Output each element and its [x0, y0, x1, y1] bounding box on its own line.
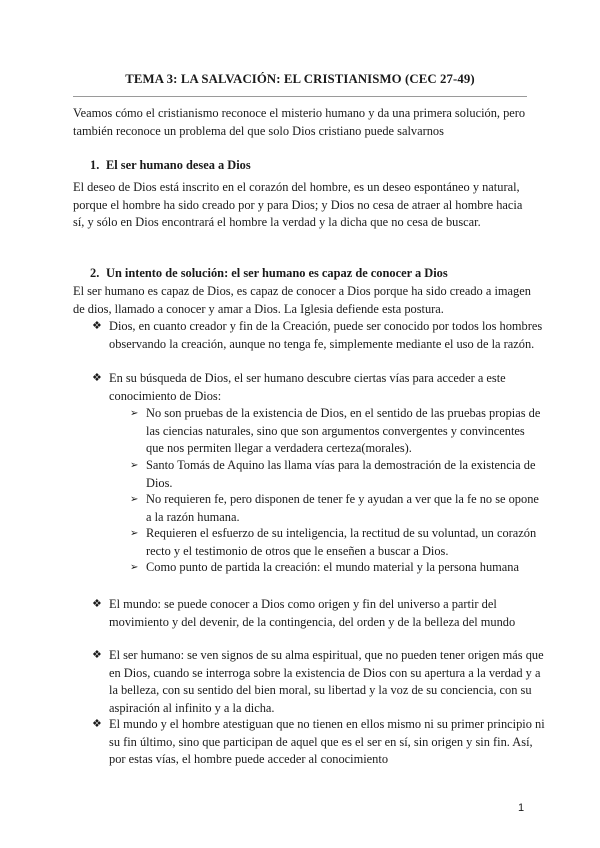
diamond-bullet-icon: ❖ — [92, 718, 102, 730]
diamond-bullet-icon: ❖ — [92, 372, 102, 384]
list-item-text: El mundo y el hombre atestiguan que no tienen en ellos mismo ni su primer principio ni su fin último, sino que participan de aquel que es el ser en sí, sin origen y sin fin. Así, por estas vías, el hombre puede acceder al conocimiento — [109, 717, 545, 767]
list-item — [92, 318, 547, 353]
arrow-bullet-icon: ➢ — [130, 408, 139, 419]
title-divider — [73, 96, 527, 97]
sub-list-item — [130, 457, 544, 492]
section-2-body: El ser humano es capaz de Dios, es capaz de conocer a Dios porque ha sido creado a imagen de dios, llamado a conocer y amar a Dios. La Iglesia defiende esta postura. — [73, 284, 531, 316]
sub-list-item — [130, 491, 544, 526]
list-item — [92, 647, 547, 717]
sub-list-item — [130, 405, 544, 458]
list-item-text: El ser humano: se ven signos de su alma espiritual, que no pueden tener origen más que en Dios, cuando se interroga sobre la existencia de Dios con su apertura a la verdad y a la belleza, con su sentido del bien moral, su libertad y la voz de su conciencia, con su aspiración al infinito y a la dicha. — [109, 648, 544, 715]
section-1-number: 1. — [90, 158, 100, 172]
sub-list-item — [130, 559, 544, 577]
arrow-bullet-icon: ➢ — [130, 494, 139, 505]
diamond-bullet-icon: ❖ — [92, 598, 102, 610]
sub-list-item-text: Como punto de partida la creación: el mundo material y la persona humana — [146, 560, 519, 574]
document-title: TEMA 3: LA SALVACIÓN: EL CRISTIANISMO (CEC 27-49) — [125, 72, 475, 86]
section-2-number: 2. — [90, 266, 100, 280]
sub-list-item-text: No requieren fe, pero disponen de tener fe y ayudan a ver que la fe no se opone a la razón humana. — [146, 492, 539, 524]
list-item — [92, 370, 547, 405]
intro-paragraph: Veamos cómo el cristianismo reconoce el misterio humano y da una primera solución, pero también reconoce un problema del que solo Dios cristiano puede salvarnos — [73, 106, 526, 138]
diamond-bullet-icon: ❖ — [92, 320, 102, 332]
section-1-heading — [90, 157, 251, 175]
arrow-bullet-icon: ➢ — [130, 528, 139, 539]
sub-list-item-text: Requieren el esfuerzo de su inteligencia, la rectitud de su voluntad, un corazón recto y el testimonio de otros que le enseñen a buscar a Dios. — [146, 526, 537, 558]
sub-list-item-text: Santo Tomás de Aquino las llama vías para la demostración de la existencia de Dios. — [146, 458, 536, 490]
arrow-bullet-icon: ➢ — [130, 562, 139, 573]
list-item-text: El mundo: se puede conocer a Dios como origen y fin del universo a partir del movimiento y del devenir, de la contingencia, del orden y de la belleza del mundo — [109, 597, 516, 629]
diamond-bullet-icon: ❖ — [92, 649, 102, 661]
page-number: 1 — [518, 802, 525, 814]
section-2-title: Un intento de solución: el ser humano es capaz de conocer a Dios — [106, 266, 448, 280]
arrow-bullet-icon: ➢ — [130, 460, 139, 471]
list-item-text: En su búsqueda de Dios, el ser humano descubre ciertas vías para acceder a este conocimiento de Dios: — [109, 371, 506, 403]
section-1-body: El deseo de Dios está inscrito en el corazón del hombre, es un deseo espontáneo y natural, porque el hombre ha sido creado por y para Dios; y Dios no cesa de atraer al hombre hacia sí, y sólo en Dios encontrará el hombre la verdad y la dicha que no cesa de buscar. — [73, 180, 523, 230]
sub-list-item — [130, 525, 544, 560]
sub-list-item-text: No son pruebas de la existencia de Dios, en el sentido de las pruebas propias de las ciencias naturales, sino que son argumentos convergentes y convincentes que nos permiten llegar a verdadera certeza(morales). — [146, 406, 541, 456]
list-item — [92, 716, 547, 769]
section-2-heading — [90, 265, 448, 283]
section-1-title: El ser humano desea a Dios — [106, 158, 251, 172]
list-item — [92, 596, 547, 631]
list-item-text: Dios, en cuanto creador y fin de la Creación, puede ser conocido por todos los hombres observando la creación, aunque no tenga fe, simplemente mediante el uso de la razón. — [109, 319, 543, 351]
